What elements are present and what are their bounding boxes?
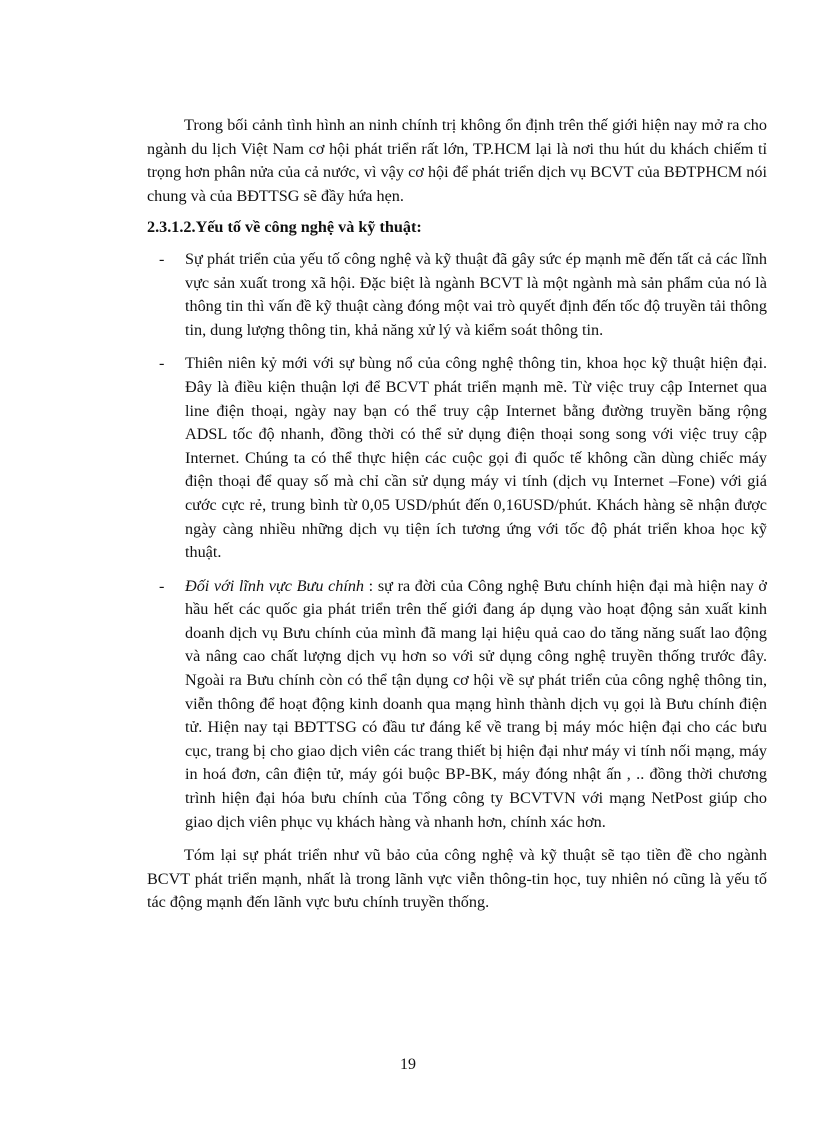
bullet-item-postal-sector xyxy=(147,575,767,835)
conclusion-paragraph: Tóm lại sự phát triển như vũ bảo của công nghệ và kỹ thuật sẽ tạo tiền đề cho ngành BCVT phát triển mạnh, nhất là trong lãnh vực viễn thông-tin học, tuy nhiên nó cũng là yếu tố tác động mạnh đến lãnh vực bưu chính truyền thống. xyxy=(147,846,767,912)
page-number: 19 xyxy=(400,1056,416,1073)
bullet-dash: - xyxy=(159,576,165,595)
bullet-text: Sự phát triển của yếu tố công nghệ và kỹ thuật đã gây sức ép mạnh mẽ đến tất cả các lĩnh vực sản xuất trong xã hội. Đặc biệt là ngành BCVT là một ngành mà sản phẩm của nó là thông tin thì vấn đề kỹ thuật càng đóng một vai trò quyết định đến tốc độ truyền tải thông tin, dung lượng thông tin, khả năng xử lý và kiểm soát thông tin. xyxy=(185,249,767,339)
bullet-text: : sự ra đời của Công nghệ Bưu chính hiện đại mà hiện nay ở hầu hết các quốc gia phát triển trên thế giới đang áp dụng vào hoạt động sản xuất kinh doanh dịch vụ Bưu chính của mình đã mang lại hiệu quả cao do tăng năng suất lao động và nâng cao chất lượng dịch vụ hơn so với sử dụng công nghệ truyền thống trước đây. Ngoài ra Bưu chính còn có thể tận dụng cơ hội về sự phát triển của công nghệ thông tin, viễn thông để hoạt động kinh doanh qua mạng hình thành dịch vụ gọi là Bưu chính điện tử. Hiện nay tại BĐTTSG có đầu tư đáng kể về trang bị máy móc hiện đại cho các bưu cục, trang bị cho giao dịch viên các trang thiết bị hiện đại như máy vi tính nối mạng, máy in hoá đơn, cân điện tử, máy gói buộc BP-BK, máy đóng nhật ấn , .. đồng thời chương trình hiện đại hóa bưu chính của Tổng công ty BCVTVN với mạng NetPost giúp cho giao dịch viên phục vụ khách hàng và nhanh hơn, chính xác hơn. xyxy=(185,576,767,831)
bullet-text: Thiên niên kỷ mới với sự bùng nổ của công nghệ thông tin, khoa học kỹ thuật hiện đại. Đây là điều kiện thuận lợi để BCVT phát triển mạnh mẽ. Từ việc truy cập Internet qua line điện thoại, ngày nay bạn có thể truy cập Internet bằng đường truyền băng rộng ADSL tốc độ nhanh, đồng thời có thể sử dụng điện thoại song song với việc truy cập Internet. Chúng ta có thể thực hiện các cuộc gọi đi quốc tế không cần dùng chiếc máy điện thoại để quay số mà chỉ cần sử dụng máy vi tính (dịch vụ Internet –Fone) với giá cước cực rẻ, trung bình từ 0,05 USD/phút đến 0,16USD/phút. Khách hàng sẽ nhận được ngày càng nhiều những dịch vụ tiện ích tương ứng với tốc độ phát triển khoa học kỹ thuật. xyxy=(185,354,767,562)
bullet-item-technology-pressure xyxy=(147,248,767,342)
bullet-dash: - xyxy=(159,249,165,268)
bullet-item-new-millennium xyxy=(147,352,767,564)
page-content xyxy=(147,114,767,915)
bullet-dash: - xyxy=(159,354,165,373)
intro-paragraph: Trong bối cảnh tình hình an ninh chính trị không ổn định trên thế giới hiện nay mở ra cho ngành du lịch Việt Nam cơ hội phát triển rất lớn, TP.HCM lại là nơi thu hút du khách chiếm tỉ trọng hơn phân nửa của cả nước, vì vậy cơ hội để phát triển dịch vụ BCVT của BĐTPHCM nói chung và của BĐTTSG sẽ đầy hứa hẹn. xyxy=(147,116,767,205)
bullet-lead-italic: Đối với lĩnh vực Bưu chính xyxy=(185,576,365,595)
bullet-list xyxy=(147,248,767,834)
section-heading: 2.3.1.2.Yếu tố về công nghệ và kỹ thuật: xyxy=(147,218,422,237)
